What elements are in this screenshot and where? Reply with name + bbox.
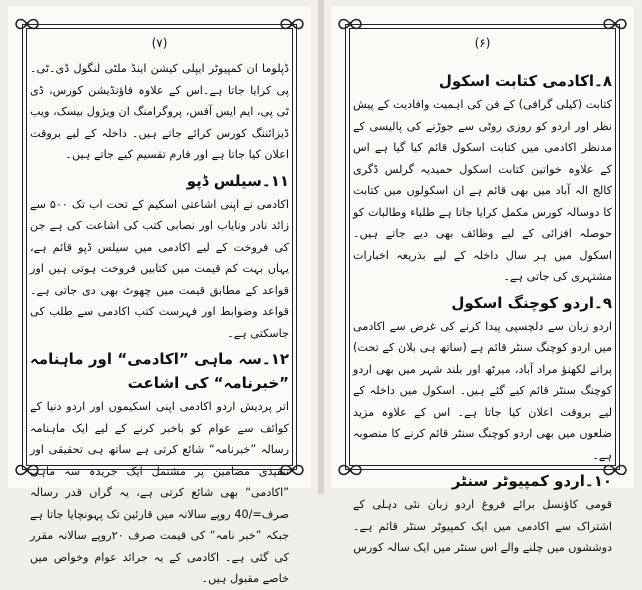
page-number: (۷)	[151, 36, 168, 50]
paragraph: اکادمی نے اپنی اشاعتی اسکیم کے تحت اب تک ۵۰۰ سے زائد نادر ونایاب اور نصابی کتب کی اشاعت کی ہے جن کی فروخت کے لیے اکادمی میں سیلس ڈپو قائم ہے، یہاں بہت کم قیمت میں کتابیں فروخت ہوتی ہیں اور قواعد کے مطابق قیمت میں چھوٹ بھی دی جاتی ہے۔ قواعد وضوابط اور فہرست کتب اکادمی سے طلب کی جاسکتی ہے۔	[30, 197, 289, 340]
section-heading: ۱۱۔سیلس ڈپو	[186, 171, 289, 190]
page-number: (۶)	[474, 36, 491, 50]
page-text	[353, 66, 612, 554]
paragraph: قومی کاؤنسل برائے فروغ اردو زبان نئی دہلی کے اشتراک سے اکادمی میں ایک کمپیوٹر سنٹر قائم ہے۔ دوششوں میں چلنے والے اس سنٹر میں ایک سالہ کورس	[353, 498, 612, 554]
paragraph: کتابت (کیلی گرافی) کے فن کی اہمیت وافادیت کے پیش نظر اور اردو کو روزی روٹی سے جوڑنے کی پالیسی کے مدنظر اکادمی میں کتابت اسکول قائم کیا گیا ہے اس کے علاوہ خواتین کتابت اسکول حمیدیہ گرلس ڈگری کالج الہ آباد میں بھی قائم ہے ان اسکولوں میں کتابت کا دوسالہ کورس مکمل کرایا جاتا ہے طلباء وطالبات کو حوصلہ افزائی کے لیے وظائف بھی دیے جاتے ہیں۔ اسکول میں ہر سال داخلہ کے لیے بذریعہ اخبارات مشتہری کی جاتی ہے۔	[353, 98, 612, 283]
corner-ornament-icon	[14, 15, 40, 33]
corner-ornament-icon	[279, 15, 305, 33]
section-heading: ۹۔اردو کوچنگ اسکول	[451, 293, 612, 312]
section-heading: ۱۲۔سہ ماہی ”اکادمی“ اور ماہنامہ ”خبرنامہ“ کی اشاعت	[30, 350, 289, 392]
left-page	[8, 6, 311, 585]
page-text	[30, 58, 289, 585]
paragraph: ڈپلوما ان کمپیوٹر ایپلی کیشن اینڈ ملٹی لنگول ڈی۔ٹی۔پی کرایا جاتا ہے۔اس کے علاوہ فاؤنڈیشن کورس، ڈی ٹی پی، ایم ایس آفس، پروگرامنگ ان ویژول بیسک، ویب ڈیزائننگ کورس کرائے جاتے ہیں۔ داخلہ کے لیے بروقت اعلان کیا جاتا ہے اور فارم تقسیم کیے جاتے ہیں۔	[30, 62, 289, 161]
paragraph: اردو زبان سے دلچسپی پیدا کرنے کی غرض سے اکادمی میں اردو کوچنگ سنٹر قائم ہے (ساتھ ہی بلان کے تحت) پرانے لکھنؤ مراد آباد، میرٹھ اور بلند شہر میں بھی اردو کوچنگ سنٹر قائم کیے گئے ہیں۔ اسکول میں داخلہ کے لیے بروقت اعلان کیا جاتا ہے۔ اس کے علاوہ مزید ضلعوں میں بھی اردو کوچنگ سنٹر قائم کرنے کا منصوبہ ہے۔	[353, 319, 612, 462]
section-heading: ۸۔اکادمی کتابت اسکول	[438, 72, 612, 90]
paragraph: اتر پردیش اردو اکادمی اپنی اسکیموں اور اردو دنیا کے کوائف سے عوام کو باخبر کرنے کے لیے ایک ماہنامہ رسالہ ”خبرنامہ“ شائع کرتی ہے ساتھ ہی تحقیقی اور تنقیدی مضامین پر مشتمل ایک جریدہ سہ ماہی ”اکادمی“ بھی شائع کرتی ہے، یہ گراں قدر رسالہ صرف=/40 روپے سالانہ میں قارئین تک پہونچایا جاتا ہے جبکہ ”خبر نامہ“ کی قیمت صرف ۲۰روپے سالانہ مقرر کی گئی ہے۔ اکادمی کے یہ جرائد عوام وخواص میں خاصے مقبول ہیں۔	[30, 400, 289, 585]
corner-ornament-icon	[337, 15, 363, 33]
book-gutter	[318, 0, 324, 494]
section-heading: ۱۰۔اردو کمپیوٹر سنٹر	[451, 472, 612, 490]
right-page	[331, 6, 634, 554]
corner-ornament-icon	[602, 15, 628, 33]
